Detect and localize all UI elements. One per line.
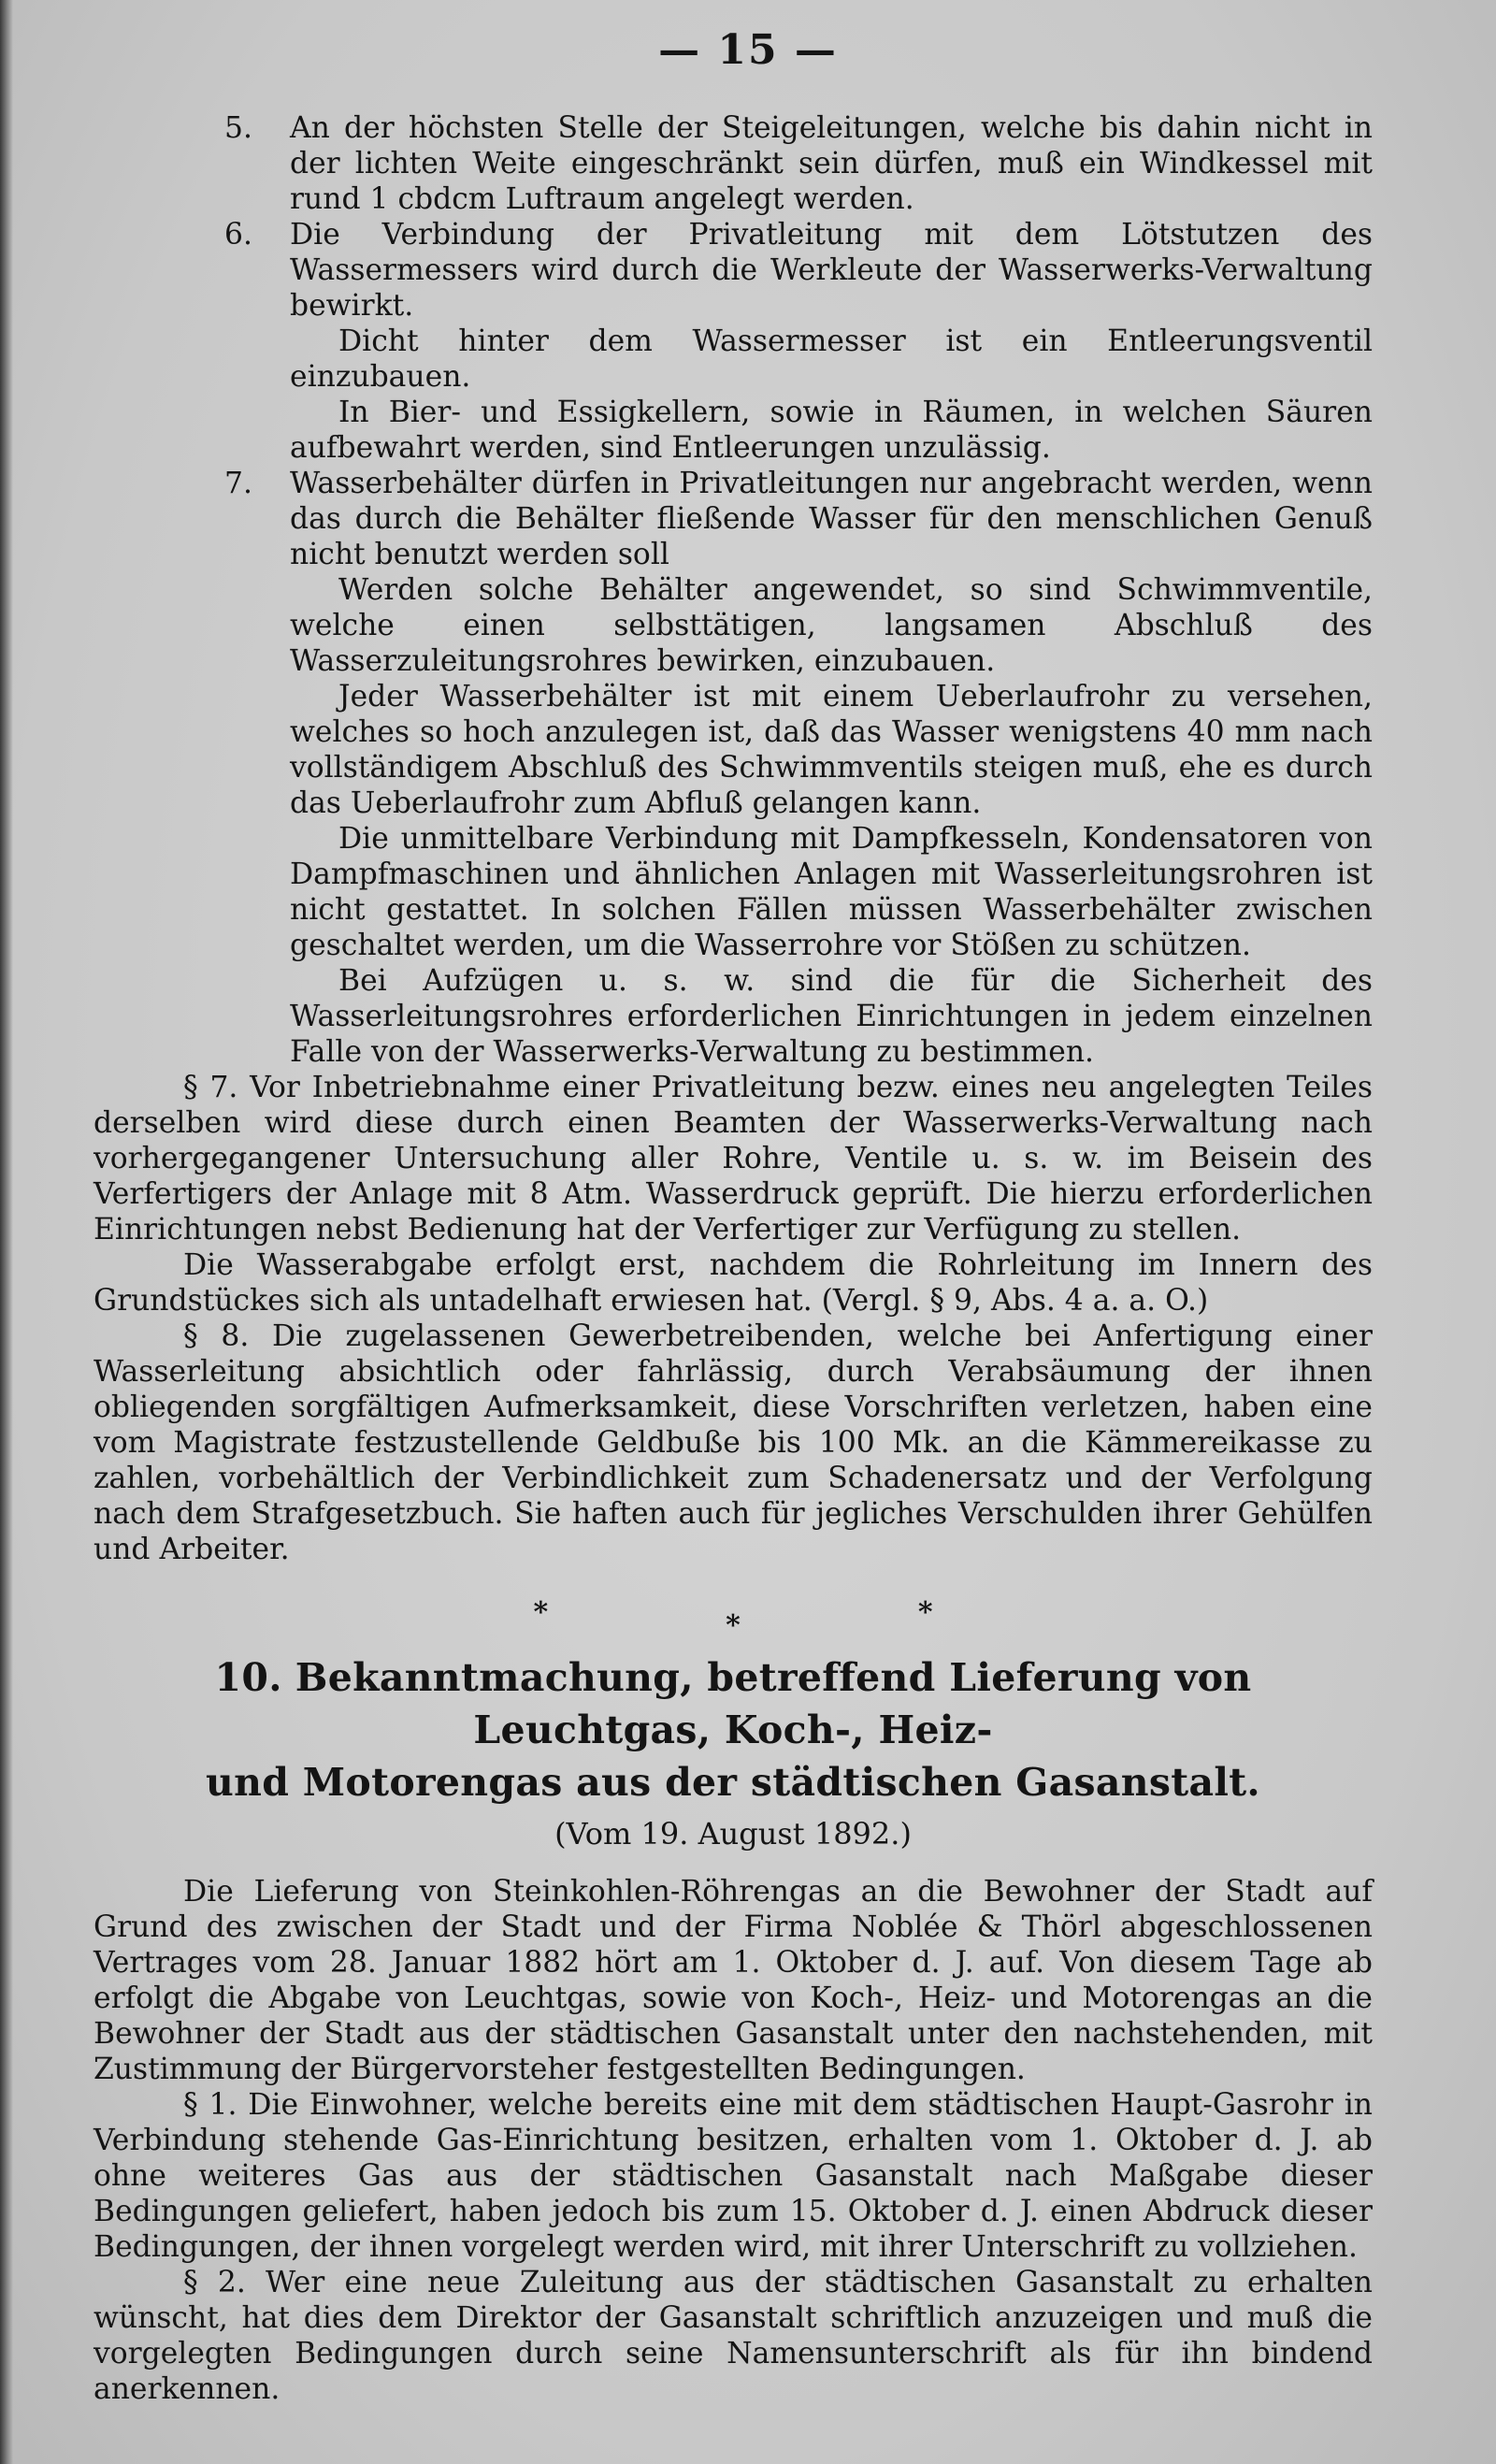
announcement-title bbox=[94, 1651, 1373, 1756]
announcement-number: 10. bbox=[214, 1655, 282, 1700]
separator-star: * bbox=[533, 1596, 549, 1629]
list-item-paragraph: Dicht hinter dem Wassermesser ist ein Entleerungsventil einzubauen. bbox=[290, 324, 1373, 394]
list-item-paragraph: An der höchsten Stelle der Steigeleitungen, welche bis dahin nicht in der lichten Weite eingeschränkt sein dürfen, muß ein Windkessel mit rund 1 cbdcm Luftraum angelegt werden. bbox=[290, 111, 1373, 216]
section-7-continuation: Die Wasserabgabe erfolgt erst, nachdem die Rohrleitung im Innern des Grundstückes sich als untadelhaft erwiesen hat. (Vergl. § 9, Abs. 4 a. a. O.) bbox=[94, 1248, 1373, 1318]
separator-star: * bbox=[726, 1609, 741, 1642]
announcement-title-line-2: und Motorengas aus der städtischen Gasanstalt. bbox=[205, 1760, 1261, 1805]
list-item-paragraph: Wasserbehälter dürfen in Privatleitungen nur angebracht werden, wenn das durch die Behälter fließende Wasser für den menschlichen Genuß nicht benutzt werden soll bbox=[290, 467, 1373, 571]
section-8-paragraph: § 8. Die zugelassenen Gewerbetreibenden, welche bei Anfertigung einer Wasserleitung absichtlich oder fahrlässig, durch Verabsäumung der ihnen obliegenden sorgfältigen Aufmerksamkeit, diese Vorschriften verletzen, haben eine vom Magistrate festzustellende Geldbuße bis 100 Mk. an die Kämmereikasse zu zahlen, vorbehältlich der Verbindlichkeit zum Schadenersatz und der Verfolgung nach dem Strafgesetzbuch. Sie haften auch für jegliches Verschulden ihrer Gehülfen und Arbeiter. bbox=[94, 1319, 1373, 1566]
list-item-5 bbox=[94, 110, 1373, 217]
section-7-paragraph: § 7. Vor Inbetriebnahme einer Privatleitung bezw. eines neu angelegten Teiles derselben wird diese durch einen Beamten der Wasserwerks-Verwaltung nach vorhergegangener Untersuchung aller Rohre, Ventile u. s. w. im Beisein des Verfertigers der Anlage mit 8 Atm. Wasserdruck geprüft. Die hierzu erforderlichen Einrichtungen nebst Bedienung hat der Verfertiger zur Verfügung zu stellen. bbox=[94, 1071, 1373, 1246]
list-item-paragraph: Die Verbindung der Privatleitung mit dem Lötstutzen des Wassermessers wird durch die Werkleute der Wasserwerks-Verwaltung bewirkt. bbox=[290, 218, 1373, 323]
announcement-section-1: § 1. Die Einwohner, welche bereits eine mit dem städtischen Haupt-Gasrohr in Verbindung stehende Gas-Einrichtung besitzen, erhalten vom 1. Oktober d. J. ab ohne weiteres Gas aus der städtischen Gasanstalt nach Maßgabe dieser Bedingungen geliefert, haben jedoch bis zum 15. Oktober d. J. einen Abdruck dieser Bedingungen, der ihnen vorgelegt werden wird, mit ihrer Unterschrift zu vollziehen. bbox=[94, 2088, 1373, 2264]
page-number: — 15 — bbox=[658, 26, 838, 74]
list-item-6 bbox=[94, 217, 1373, 466]
list-item-7 bbox=[94, 466, 1373, 1070]
list-item-paragraph: Werden solche Behälter angewendet, so sind Schwimmventile, welche einen selbsttätigen, langsamen Abschluß des Wasserzuleitungsrohres bewirken, einzubauen. bbox=[290, 573, 1373, 678]
announcement-title-line-1: Bekanntmachung, betreffend Lieferung von Leuchtgas, Koch-, Heiz- bbox=[295, 1655, 1252, 1752]
page-edge-shadow bbox=[0, 0, 13, 2464]
list-item-number: 7. bbox=[224, 467, 252, 500]
list-item-paragraph: In Bier- und Essigkellern, sowie in Räumen, in welchen Säuren aufbewahrt werden, sind Entleerungen unzulässig. bbox=[290, 396, 1373, 465]
list-item-paragraph: Jeder Wasserbehälter ist mit einem Ueberlaufrohr zu versehen, welches so hoch anzulegen ist, daß das Wasser wenigstens 40 mm nach vollständigem Abschluß des Schwimmventils steigen muß, ehe es durch das Ueberlaufrohr zum Abfluß gelangen kann. bbox=[290, 680, 1373, 820]
list-item-paragraph: Die unmittelbare Verbindung mit Dampfkesseln, Kondensatoren von Dampfmaschinen und ähnlichen Anlagen mit Wasserleitungsrohren ist nicht gestattet. In solchen Fällen müssen Wasserbehälter zwischen geschaltet werden, um die Wasserrohre vor Stößen zu schützen. bbox=[290, 822, 1373, 962]
page-content bbox=[94, 110, 1373, 2407]
announcement-paragraph: Die Lieferung von Steinkohlen-Röhrengas an die Bewohner der Stadt auf Grund des zwischen der Stadt und der Firma Noblée & Thörl abgeschlossenen Vertrages vom 28. Januar 1882 hört am 1. Oktober d. J. auf. Von diesem Tage ab erfolgt die Abgabe von Leuchtgas, sowie von Koch-, Heiz- und Motorengas an die Bewohner der Stadt aus der städtischen Gasanstalt unter den nachstehenden, mit Zustimmung der Bürgervorsteher festgestellten Bedingungen. bbox=[94, 1875, 1373, 2086]
list-item-paragraph: Bei Aufzügen u. s. w. sind die für die Sicherheit des Wasserleitungsrohres erforderlichen Einrichtungen in jedem einzelnen Falle von der Wasserwerks-Verwaltung zu bestimmen. bbox=[290, 964, 1373, 1069]
announcement-date: (Vom 19. August 1892.) bbox=[554, 1816, 912, 1852]
section-separator bbox=[94, 1595, 1373, 1642]
list-item-number: 6. bbox=[224, 218, 252, 252]
announcement-section-2: § 2. Wer eine neue Zuleitung aus der städtischen Gasanstalt zu erhalten wünscht, hat dies dem Direktor der Gasanstalt schriftlich anzuzeigen und muß die vorgelegten Bedingungen durch seine Namensunterschrift als für ihn bindend anerkennen. bbox=[94, 2266, 1373, 2406]
list-item-number: 5. bbox=[224, 111, 252, 145]
separator-star: * bbox=[917, 1596, 933, 1629]
